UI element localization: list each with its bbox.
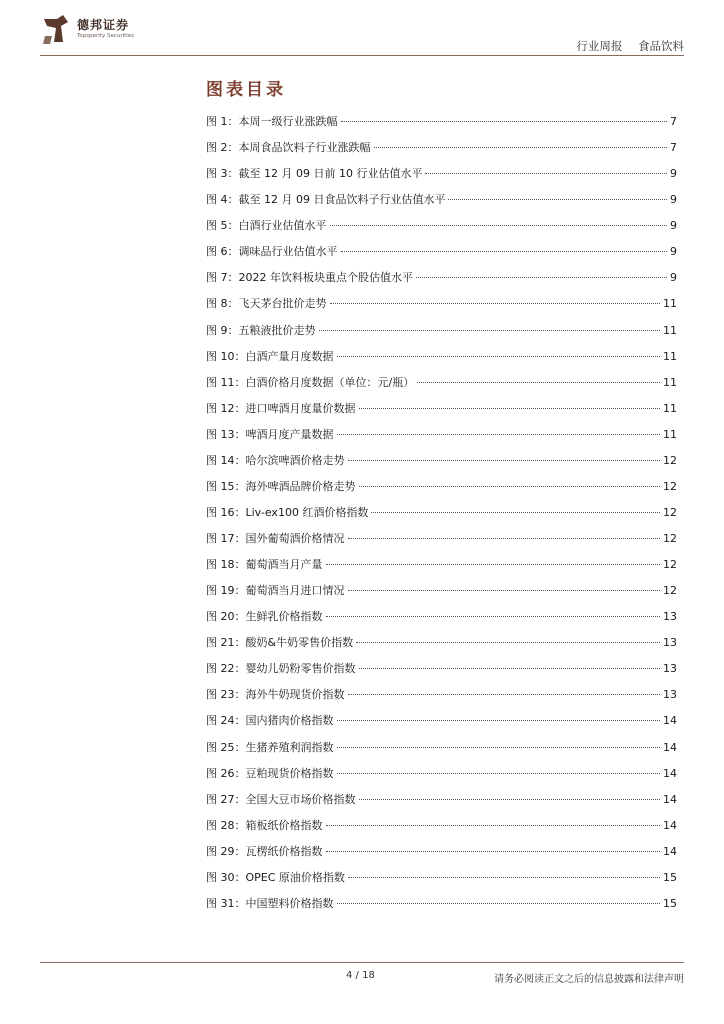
- toc-entry-label[interactable]: 图 9：五粮液批价走势: [206, 323, 316, 337]
- toc-entry-label[interactable]: 图 8：飞天茅台批价走势: [206, 297, 327, 311]
- toc-entry-label[interactable]: 图 12：进口啤酒月度量价数据: [206, 401, 356, 415]
- toc-entry[interactable]: [206, 426, 677, 452]
- toc-entry-page[interactable]: 12: [663, 532, 677, 545]
- toc-entry-label[interactable]: 图 10：白酒产量月度数据: [206, 349, 334, 363]
- toc-leader-dots: [348, 460, 661, 461]
- toc-entry-label[interactable]: 图 29：瓦楞纸价格指数: [206, 844, 323, 858]
- toc-leader-dots: [319, 330, 661, 331]
- toc-entry[interactable]: [206, 217, 677, 243]
- toc-leader-dots: [348, 538, 661, 539]
- toc-entry-page[interactable]: 11: [663, 401, 677, 415]
- toc-leader-dots: [326, 851, 661, 852]
- figure-list: [206, 113, 677, 921]
- footer-divider: [40, 962, 684, 963]
- toc-leader-dots: [330, 225, 668, 226]
- toc-entry-page[interactable]: 9: [670, 167, 677, 181]
- header-divider: [40, 55, 684, 56]
- toc-leader-dots: [330, 303, 661, 304]
- toc-entry-label[interactable]: 图 28：箱板纸价格指数: [206, 818, 323, 832]
- toc-entry[interactable]: [206, 686, 677, 712]
- toc-leader-dots: [356, 642, 660, 643]
- toc-entry-page[interactable]: 9: [670, 193, 677, 207]
- toc-entry-label[interactable]: 图 16：Liv-ex100 红酒价格指数: [206, 505, 369, 519]
- toc-entry-page[interactable]: 11: [663, 297, 677, 311]
- toc-entry-page[interactable]: 13: [663, 610, 677, 624]
- sector-name: 食品饮料: [638, 39, 684, 53]
- toc-entry-page[interactable]: 11: [663, 427, 677, 441]
- toc-entry-page[interactable]: 11: [663, 323, 677, 337]
- toc-entry[interactable]: [206, 791, 677, 817]
- toc-entry-label[interactable]: 图 4：截至 12 月 09 日食品饮料子行业估值水平: [206, 193, 446, 207]
- toc-leader-dots: [359, 799, 661, 800]
- toc-entry-label[interactable]: 图 24：国内猪肉价格指数: [206, 714, 334, 728]
- toc-entry-label[interactable]: 图 22：婴幼儿奶粉零售价指数: [206, 662, 356, 676]
- toc-entry[interactable]: [206, 452, 677, 478]
- toc-entry[interactable]: [206, 165, 677, 191]
- toc-leader-dots: [341, 121, 668, 122]
- toc-leader-dots: [337, 720, 661, 721]
- toc-entry-page[interactable]: 9: [670, 245, 677, 259]
- toc-entry[interactable]: [206, 712, 677, 738]
- toc-entry[interactable]: [206, 322, 677, 348]
- toc-entry-page[interactable]: 13: [663, 688, 677, 702]
- toc-entry-page[interactable]: 14: [663, 818, 677, 832]
- toc-entry-page[interactable]: 14: [663, 844, 677, 858]
- toc-entry-page[interactable]: 15: [663, 896, 677, 910]
- toc-leader-dots: [326, 564, 661, 565]
- legal-disclaimer: 请务必阅读正文之后的信息披露和法律声明: [494, 974, 684, 985]
- toc-leader-dots: [348, 590, 661, 591]
- toc-entry[interactable]: [206, 869, 677, 895]
- toc-entry[interactable]: [206, 556, 677, 582]
- toc-entry-label[interactable]: 图 3：截至 12 月 09 日前 10 行业估值水平: [206, 167, 423, 181]
- brand-name-en: Topsperity Securities: [77, 33, 135, 39]
- toc-entry-label[interactable]: 图 18：葡萄酒当月产量: [206, 558, 323, 572]
- toc-leader-dots: [416, 277, 667, 278]
- toc-entry[interactable]: [206, 739, 677, 765]
- toc-leader-dots: [417, 382, 660, 383]
- toc-leader-dots: [326, 616, 661, 617]
- toc-entry-page[interactable]: 9: [670, 219, 677, 233]
- page-indicator: 4 / 18: [346, 970, 375, 981]
- toc-entry[interactable]: [206, 295, 677, 321]
- toc-entry-label[interactable]: 图 20：生鲜乳价格指数: [206, 610, 323, 624]
- toc-entry[interactable]: [206, 374, 677, 400]
- toc-entry[interactable]: [206, 660, 677, 686]
- toc-leader-dots: [326, 825, 661, 826]
- toc-entry-label[interactable]: 图 7：2022 年饮料板块重点个股估值水平: [206, 271, 413, 285]
- toc-entry-label[interactable]: 图 23：海外牛奶现货价指数: [206, 688, 345, 702]
- toc-leader-dots: [359, 668, 661, 669]
- toc-entry-page[interactable]: 12: [663, 453, 677, 467]
- toc-entry[interactable]: [206, 269, 677, 295]
- toc-entry[interactable]: [206, 608, 677, 634]
- toc-entry-page[interactable]: 14: [663, 740, 677, 754]
- toc-entry[interactable]: [206, 843, 677, 869]
- toc-entry-label[interactable]: 图 31：中国塑料价格指数: [206, 896, 334, 910]
- toc-leader-dots: [425, 173, 667, 174]
- toc-entry-page[interactable]: 12: [663, 584, 677, 598]
- toc-entry[interactable]: [206, 191, 677, 217]
- report-type: 行业周报: [576, 39, 623, 53]
- toc-entry-label[interactable]: 图 27：全国大豆市场价格指数: [206, 792, 356, 806]
- toc-leader-dots: [348, 694, 661, 695]
- toc-entry[interactable]: [206, 139, 677, 165]
- toc-leader-dots: [337, 903, 661, 904]
- toc-leader-dots: [348, 877, 660, 878]
- toc-entry[interactable]: [206, 817, 677, 843]
- header-category: [576, 38, 684, 54]
- toc-entry-page[interactable]: 12: [663, 505, 677, 519]
- toc-entry-label[interactable]: 图 19：葡萄酒当月进口情况: [206, 584, 345, 598]
- toc-entry-page[interactable]: 12: [663, 479, 677, 493]
- toc-entry-page[interactable]: 9: [670, 271, 677, 285]
- toc-entry-label[interactable]: 图 2：本周食品饮料子行业涨跌幅: [206, 141, 371, 155]
- toc-entry[interactable]: [206, 243, 677, 269]
- toc-entry-page[interactable]: 7: [670, 141, 677, 155]
- toc-leader-dots: [337, 773, 661, 774]
- toc-entry-page[interactable]: 14: [663, 714, 677, 728]
- brand-name-cn: 德邦证券: [77, 18, 130, 32]
- toc-leader-dots: [337, 434, 661, 435]
- toc-leader-dots: [337, 747, 661, 748]
- toc-entry-page[interactable]: 14: [663, 766, 677, 780]
- toc-leader-dots: [371, 512, 660, 513]
- toc-title: 图表目录: [206, 80, 286, 100]
- toc-entry[interactable]: [206, 530, 677, 556]
- toc-entry[interactable]: [206, 348, 677, 374]
- toc-entry-label[interactable]: 图 14：哈尔滨啤酒价格走势: [206, 453, 345, 467]
- toc-leader-dots: [359, 486, 661, 487]
- toc-entry[interactable]: [206, 582, 677, 608]
- toc-entry-label[interactable]: 图 21：酸奶&牛奶零售价指数: [206, 636, 354, 650]
- toc-leader-dots: [359, 408, 661, 409]
- toc-entry-page[interactable]: 11: [663, 375, 677, 389]
- toc-entry[interactable]: [206, 765, 677, 791]
- toc-leader-dots: [448, 199, 667, 200]
- toc-leader-dots: [337, 356, 661, 357]
- toc-leader-dots: [374, 147, 668, 148]
- toc-entry-page[interactable]: 15: [663, 870, 677, 884]
- toc-entry-label[interactable]: 图 1：本周一级行业涨跌幅: [206, 115, 338, 128]
- toc-entry-label[interactable]: 图 17：国外葡萄酒价格情况: [206, 532, 345, 545]
- toc-leader-dots: [341, 251, 668, 252]
- toc-entry-label[interactable]: 图 26：豆粕现货价格指数: [206, 766, 334, 780]
- toc-entry-label[interactable]: 图 6：调味品行业估值水平: [206, 245, 338, 259]
- toc-entry-label[interactable]: 图 30：OPEC 原油价格指数: [206, 870, 345, 884]
- toc-entry[interactable]: [206, 113, 677, 139]
- toc-entry-page[interactable]: 13: [663, 662, 677, 676]
- toc-entry-page[interactable]: 13: [663, 636, 677, 650]
- toc-entry[interactable]: [206, 895, 677, 921]
- toc-entry[interactable]: [206, 400, 677, 426]
- toc-entry-page[interactable]: 11: [663, 349, 677, 363]
- toc-entry-label[interactable]: 图 15：海外啤酒品牌价格走势: [206, 479, 356, 493]
- page-header: [0, 0, 724, 60]
- toc-entry-label[interactable]: 图 13：啤酒月度产量数据: [206, 427, 334, 441]
- toc-entry-label[interactable]: 图 11：白酒价格月度数据（单位：元/瓶）: [206, 375, 415, 389]
- brand-logo: [41, 14, 161, 48]
- toc-entry[interactable]: [206, 504, 677, 530]
- logo-mark-icon: [41, 14, 71, 46]
- toc-entry[interactable]: [206, 478, 677, 504]
- toc-entry-page[interactable]: 14: [663, 792, 677, 806]
- toc-entry-label[interactable]: 图 25：生猪养殖利润指数: [206, 740, 334, 754]
- toc-entry-label[interactable]: 图 5：白酒行业估值水平: [206, 219, 327, 233]
- toc-entry[interactable]: [206, 634, 677, 660]
- toc-entry-page[interactable]: 7: [670, 115, 677, 128]
- toc-entry-page[interactable]: 12: [663, 558, 677, 572]
